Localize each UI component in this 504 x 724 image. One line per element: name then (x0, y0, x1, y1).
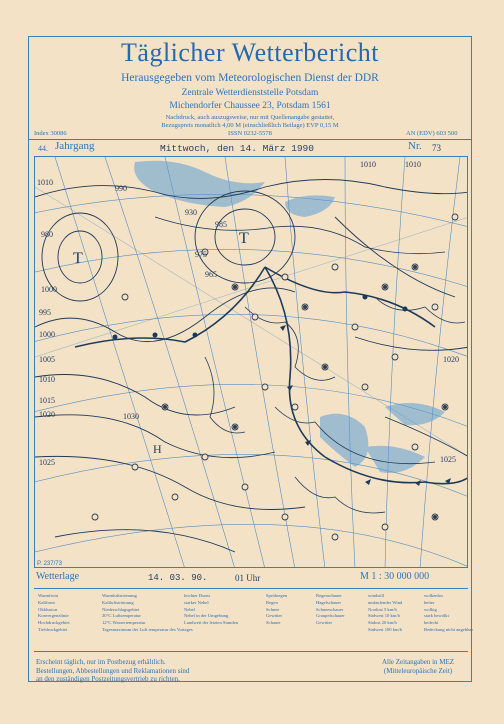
volume-label: Jahrgang (55, 140, 95, 152)
legend-item: Niederschlagsgebiet (102, 606, 140, 612)
legend-precip (266, 593, 287, 627)
isobar-label: 1010 (360, 160, 376, 169)
isobar-label: 990 (115, 184, 127, 193)
legend-item: Schneeschauer (316, 606, 344, 612)
index-label: Index 30086 (34, 130, 67, 137)
legend-item: Tiefdruckgebiet (38, 626, 68, 632)
weather-situation-label: Wetterlage (36, 571, 80, 582)
graticule (35, 157, 468, 568)
isobar-label: 980 (41, 230, 53, 239)
legend-item: Konvergenzlinie (38, 613, 69, 619)
volume-number: 44. (38, 144, 48, 153)
issue-number: 73 (432, 143, 441, 153)
isobar-label: 1000 (39, 330, 55, 339)
publisher-line: Herausgegeben vom Meteorologischen Dienst der DDR (121, 72, 379, 84)
legend-item: Warmluftströmung (102, 593, 137, 598)
legend-item: Gewitter (266, 613, 283, 619)
weather-map[interactable] (34, 156, 468, 568)
legend-wind (368, 593, 402, 634)
isobar-label: 1025 (39, 458, 55, 467)
pressure-systems (73, 230, 249, 456)
isobar-label: 1015 (39, 396, 55, 405)
legend-item: Schnee (266, 606, 280, 612)
legend-item: Hagelschauer (316, 599, 341, 605)
legend-cloud (424, 593, 473, 634)
legend-airflow (102, 593, 193, 634)
subscription-line: Erscheint täglich, nur im Postbezug erhältlich. (36, 658, 166, 666)
legend-item: Bedeckung nicht angebbar (424, 626, 473, 632)
legend-item: Regen (266, 599, 278, 605)
isobar-label: 1025 (440, 455, 456, 464)
timezone-line: Alle Zeitangaben in MEZ (381, 658, 455, 666)
timezone-line: (Mitteleuropäische Zeit) (383, 666, 453, 675)
issn-label: ISSN 0232-5578 (228, 130, 272, 137)
timezone-note (370, 658, 466, 675)
legend-item: wolkig (424, 606, 437, 612)
address-line: Michendorfer Chaussee 23, Potsdam 1561 (169, 101, 331, 111)
date-line: Mittwoch, den 14. März 1990 (160, 143, 314, 154)
isobar-label: 965 (205, 270, 217, 279)
isobar-label: 975 (195, 250, 207, 259)
weather-map-svg (35, 157, 468, 568)
office-line: Zentrale Wetterdienststelle Potsdam (181, 88, 319, 98)
map-legend (34, 588, 473, 652)
isobar-label: 1010 (405, 160, 421, 169)
isobar-label: 1020 (39, 410, 55, 419)
legend-item: Südwest 10 km/h (368, 613, 400, 619)
isobar-label: 1030 (123, 412, 139, 421)
subscription-line: Bestellungen, Abbestellungen und Reklamationen sind (36, 666, 190, 675)
legend-item: stark bewölkt (424, 613, 449, 619)
low-pressure-mark: T (73, 250, 83, 267)
legend-showers (316, 593, 345, 627)
legend-item: windstill (368, 593, 385, 598)
subscription-note (36, 658, 189, 684)
isobar-label: 985 (215, 220, 227, 229)
legend-fronts (38, 593, 70, 634)
legend-item: Kaltluftströmung (102, 599, 134, 605)
isobar-label: 1020 (443, 355, 459, 364)
legend-item: heiter (424, 599, 435, 605)
legend-item: starker Nebel (184, 599, 209, 605)
legend-item: Kaltfront (38, 599, 55, 605)
low-pressure-mark: T (239, 230, 249, 247)
legend-fog (184, 593, 238, 627)
legend-item: 12°C Wassertemperatur (102, 620, 146, 626)
legend-item: Tagesmaximum der Luft temperatur des Vortages (102, 626, 193, 632)
isobar-label: 1010 (39, 375, 55, 384)
legend-item: Nebel in der Umgebung (184, 613, 229, 619)
isobar-label: 995 (39, 308, 51, 317)
page-title: Täglicher Wetterbericht (121, 38, 379, 67)
legend-item: 20°C Luftsemperatur (102, 613, 141, 619)
station-fills (163, 265, 447, 519)
legend-item: Südwest 100 km/h (368, 626, 403, 632)
map-corner-code: P. 237/73 (37, 561, 62, 567)
legend-item: wolkenlos (424, 593, 443, 598)
coastlines (155, 217, 465, 513)
legend-item: Gewitter (316, 620, 333, 626)
legend-item: Südost 20 km/h (368, 620, 397, 626)
legend-item: Landweit der letzten Stunden (184, 620, 238, 626)
stations (92, 214, 458, 540)
legend-item: leichter Dunst (184, 593, 210, 598)
legend-item: Okklusion (38, 606, 58, 612)
map-time: 01 Uhr (235, 573, 261, 583)
map-date: 14. 03. 90. (148, 573, 208, 583)
legend-item: Regenschauer (316, 593, 342, 598)
isobar-label: 1005 (39, 355, 55, 364)
legend-item: Graupelschauer (316, 613, 345, 619)
legend-item: Hochdruckgebiet (38, 620, 70, 626)
reprint-note: Nachdruck, auch auszugsweise, nur mit Quellenangabe gestattet, (165, 114, 335, 121)
legend-item: Schauer (266, 620, 281, 626)
price-note: Bezugspreis monatlich 4,00 M (einschließlich Beilage) EVP 0,15 M (161, 122, 339, 129)
subscription-line: an den zuständigen Postzeitungsvertrieb zu richten. (36, 675, 180, 683)
legend-item: Nordost 5 km/h (368, 606, 397, 612)
an-code-label: AN (EDV) 603 500 (406, 130, 458, 137)
issue-label: Nr. (408, 140, 422, 152)
legend-item: umlaufender Wind (368, 599, 403, 605)
legend-item: Nebel (184, 606, 195, 612)
legend-item: Sprühregen (266, 593, 288, 598)
map-scale: M 1 : 30 000 000 (360, 571, 430, 582)
legend-item: bedeckt (424, 620, 439, 626)
high-pressure-mark: H (153, 442, 162, 456)
isobar-label: 1000 (41, 285, 57, 294)
legend-item: Warmfront (38, 593, 59, 598)
isobar-label: 1010 (37, 178, 53, 187)
isobar-label: 930 (185, 208, 197, 217)
isobars (35, 180, 468, 553)
